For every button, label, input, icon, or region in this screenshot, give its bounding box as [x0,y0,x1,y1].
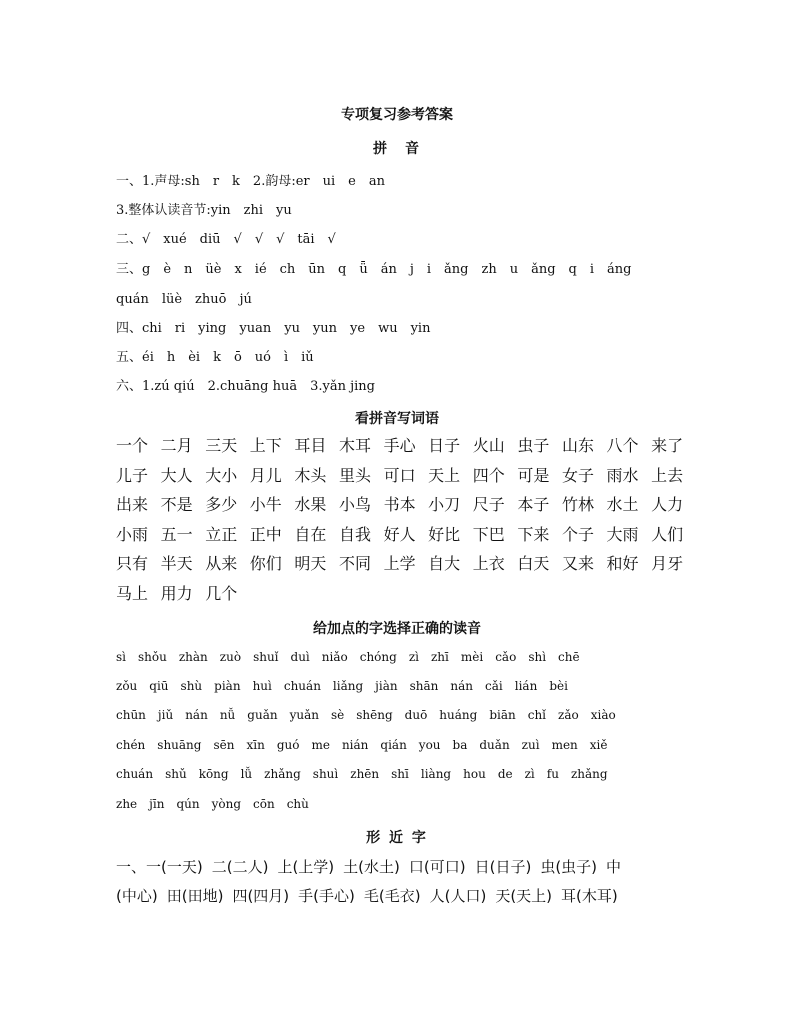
similar-item: 土(水土) [343,858,400,876]
reading-item: zhī [430,650,449,664]
reading-item: xiě [589,738,608,752]
reading-item: zhe [116,797,138,811]
reading-item: sì [116,650,126,664]
reading-row [116,650,592,664]
section-title-reading: 给加点的字选择正确的读音 [313,621,481,637]
reading-item: zì [408,650,419,664]
reading-item: cǎi [485,679,503,693]
word-item: 只有 [116,554,149,573]
reading-item: shī [391,767,409,781]
word-grid [116,431,696,608]
reading-item: chù [286,797,309,811]
word-item: 山东 [561,436,594,455]
similar-item: 四(四月) [232,887,290,905]
reading-item: chūn [116,708,146,722]
reading-item: zhǎng [264,767,301,781]
word-item: 大雨 [606,524,639,544]
similar-row [116,856,630,877]
word-item: 不同 [338,554,371,573]
word-item: 几个 [205,583,238,603]
reading-item: yòng [211,797,242,811]
reading-item: chóng [359,650,397,664]
reading-item: shēng [356,708,393,722]
reading-item: lián [514,679,538,693]
reading-item: zǎo [558,708,579,722]
word-row [116,490,696,520]
word-item: 上衣 [472,554,505,573]
word-item: 你们 [249,554,282,573]
word-item: 里头 [338,465,371,485]
reading-item: piàn [214,679,241,693]
reading-item: you [418,738,441,752]
word-item: 小刀 [428,495,461,514]
word-item: 大人 [160,465,193,485]
word-row [116,579,696,609]
reading-item: biān [489,708,516,722]
word-item: 雨水 [606,465,639,485]
word-item: 尺子 [472,495,505,514]
reading-item: shuì [312,767,339,781]
reading-item: chuán [116,767,154,781]
reading-item: lǚ [240,767,253,781]
reading-item: huáng [439,708,478,722]
pinyin-answer-line: 三、g è n üè x ié ch ūn q ǖ án j i ǎng zh u ǎng q i áng [116,262,632,277]
reading-item: chē [558,650,580,664]
pinyin-answer-line: 六、1.zú qiú 2.chuāng huā 3.yǎn jing [116,379,375,394]
similar-item: 一、一(一天) [116,858,203,876]
word-item: 下巴 [472,524,505,544]
reading-item: shù [180,679,203,693]
similar-item: 天(天上) [495,887,553,905]
reading-row [116,679,580,693]
reading-item: nán [450,679,474,693]
word-item: 八个 [606,436,639,455]
reading-item: kōng [198,767,229,781]
word-item: 小牛 [249,495,282,514]
similar-item: 虫(虫子) [540,858,598,876]
reading-item: jīn [149,797,165,811]
page-title: 专项复习参考答案 [341,107,453,123]
word-item: 可是 [517,465,550,485]
word-item: 半天 [160,554,193,573]
reading-item: ba [452,738,468,752]
word-item: 自在 [294,524,327,544]
reading-row [116,708,628,722]
reading-item: zhǎng [570,767,608,781]
reading-item: chuán [283,679,321,693]
word-item: 日子 [428,436,461,455]
reading-item: jiǔ [157,708,174,722]
reading-item: duì [290,650,310,664]
word-item: 人力 [651,495,684,514]
reading-item: zǒu [116,679,138,693]
reading-item: niǎo [321,650,348,664]
word-item: 自我 [338,524,371,544]
similar-item: 中 [606,858,622,876]
reading-item: men [551,738,578,752]
reading-item: bèi [549,679,568,693]
word-item: 火山 [472,436,505,455]
word-item: 来了 [651,436,684,455]
pinyin-answer-line: quán lüè zhuō jú [116,292,252,307]
similar-item: 日(日子) [474,858,532,876]
similar-item: 人(人口) [429,887,487,905]
reading-item: shān [409,679,439,693]
word-item: 耳目 [294,436,327,455]
word-item: 月牙 [651,554,684,573]
reading-item: guó [276,738,300,752]
word-item: 月儿 [249,465,282,485]
section-title-words: 看拼音写词语 [355,411,439,427]
word-item: 小雨 [116,524,149,544]
reading-item: cōn [253,797,275,811]
word-item: 水土 [606,495,639,514]
reading-item: yuǎn [289,708,319,722]
word-item: 五一 [160,524,193,544]
word-item: 立正 [205,524,238,544]
similar-item: (中心) [116,887,158,905]
reading-item: liǎng [332,679,364,693]
section-title-pinyin: 拼 音 [373,141,421,157]
reading-item: zuì [521,738,540,752]
word-item: 虫子 [517,436,550,455]
word-row [116,461,696,491]
reading-item: mèi [460,650,484,664]
pinyin-answer-line: 五、éi h èi k ō uó ì iǔ [116,350,314,365]
reading-item: zì [524,767,535,781]
word-item: 水果 [294,495,327,514]
similar-row [116,885,627,906]
reading-row [116,738,620,752]
reading-item: nán [185,708,208,722]
reading-item: zuò [219,650,242,664]
reading-item: cǎo [495,650,517,664]
word-item: 多少 [205,495,238,514]
word-item: 四个 [472,465,505,485]
reading-item: xiào [590,708,616,722]
word-item: 好比 [428,524,461,544]
reading-item: jiàn [375,679,398,693]
section-title-similar: 形 近 字 [366,830,428,846]
reading-item: shuǐ [253,650,279,664]
reading-item: chén [116,738,146,752]
similar-item: 手(手心) [298,887,355,905]
word-item: 上下 [249,436,282,455]
similar-item: 上(上学) [277,858,335,876]
reading-item: fu [546,767,559,781]
reading-row [116,797,321,811]
reading-item: qiū [149,679,169,693]
word-row [116,431,696,461]
pinyin-answer-line: 一、1.声母:sh r k 2.韵母:er ui e an [116,174,385,189]
similar-item: 毛(毛衣) [363,887,421,905]
word-item: 手心 [383,436,416,455]
word-item: 儿子 [116,465,149,485]
word-item: 从来 [205,554,238,573]
word-item: 木头 [294,465,327,485]
reading-item: duǎn [479,738,510,752]
word-item: 二月 [160,436,193,455]
reading-item: duō [404,708,428,722]
reading-item: guǎn [247,708,278,722]
word-item: 小鸟 [338,495,371,514]
word-item: 下来 [517,524,550,544]
word-item: 女子 [561,465,594,485]
word-item: 个子 [561,524,594,544]
word-item: 用力 [160,583,193,603]
word-item: 竹林 [561,495,594,514]
reading-item: liàng [420,767,452,781]
similar-item: 田(田地) [166,887,224,905]
word-item: 本子 [517,495,550,514]
reading-item: qún [176,797,200,811]
word-item: 木耳 [338,436,371,455]
word-item: 自大 [428,554,461,573]
word-item: 可口 [383,465,416,485]
reading-item: me [311,738,330,752]
word-item: 和好 [606,554,639,573]
word-item: 不是 [160,495,193,514]
word-row [116,549,696,579]
word-item: 上去 [651,465,684,485]
reading-item: zhàn [178,650,208,664]
reading-item: sè [330,708,345,722]
reading-item: nǚ [219,708,236,722]
similar-item: 耳(木耳) [561,887,618,905]
reading-item: chǐ [527,708,547,722]
pinyin-answer-line: 3.整体认读音节:yin zhi yu [116,203,292,218]
similar-item: 二(二人) [211,858,269,876]
reading-item: shuāng [157,738,202,752]
reading-item: xīn [246,738,265,752]
reading-item: shì [528,650,547,664]
pinyin-answer-line: 四、chi ri ying yuan yu yun ye wu yin [116,321,431,336]
word-item: 上学 [383,554,416,573]
word-row [116,520,696,550]
word-item: 白天 [517,554,550,573]
word-item: 出来 [116,495,149,514]
word-item: 又来 [561,554,594,573]
reading-item: zhēn [350,767,380,781]
word-item: 一个 [116,436,149,455]
word-item: 马上 [116,583,149,603]
word-item: 三天 [205,436,238,455]
reading-item: shǒu [138,650,167,664]
reading-item: nián [341,738,369,752]
reading-item: shǔ [165,767,187,781]
similar-item: 口(可口) [408,858,466,876]
word-item: 好人 [383,524,416,544]
word-item: 人们 [651,524,684,544]
word-item: 大小 [205,465,238,485]
reading-item: sēn [213,738,235,752]
word-item: 书本 [383,495,416,514]
word-item: 明天 [294,554,327,573]
reading-item: qián [380,738,407,752]
reading-item: hou [463,767,486,781]
word-item: 正中 [249,524,282,544]
reading-item: de [497,767,513,781]
pinyin-answer-line: 二、√ xué diū √ √ √ tāi √ [116,232,336,247]
reading-row [116,767,620,781]
reading-item: huì [252,679,272,693]
word-item: 天上 [428,465,461,485]
